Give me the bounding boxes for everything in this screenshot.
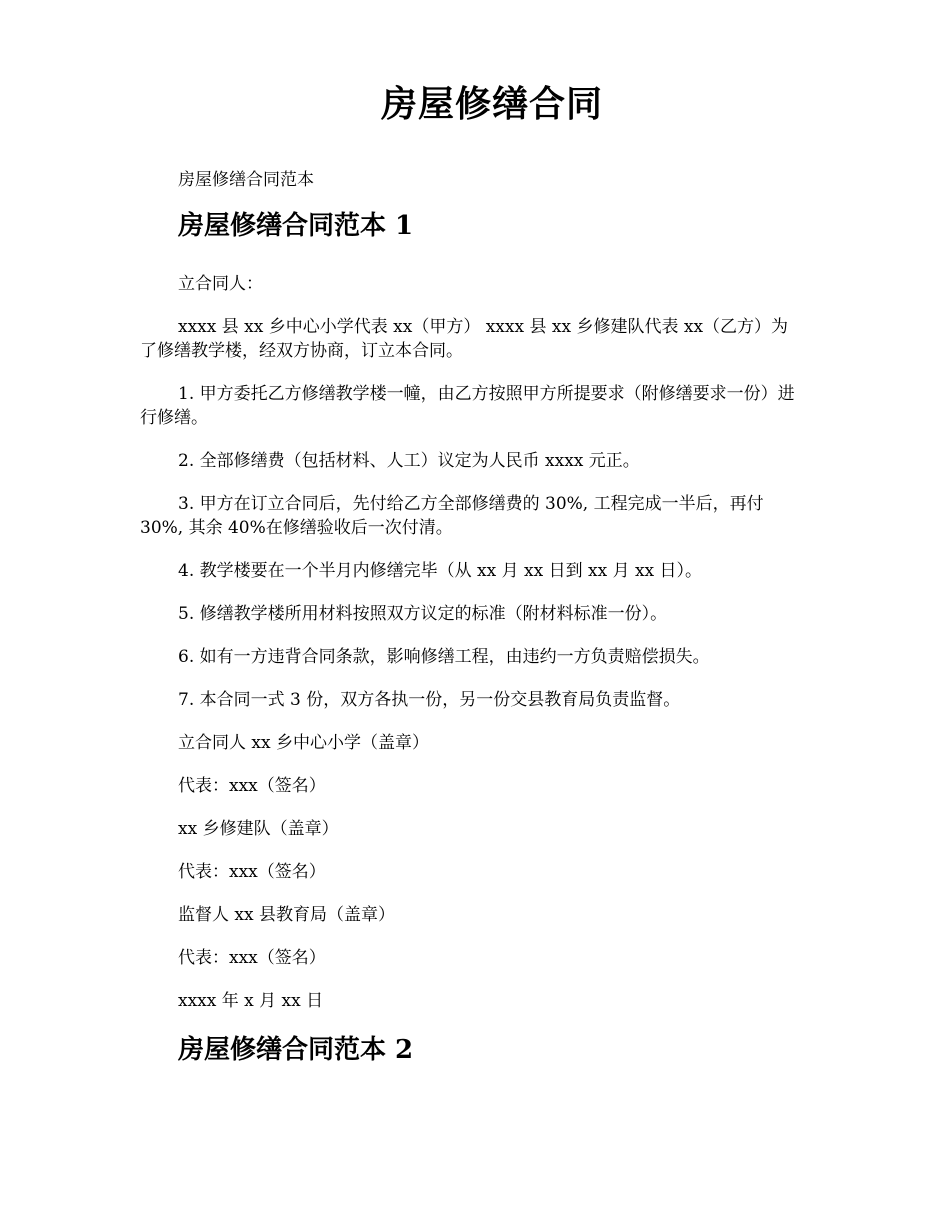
section-heading-1: 房屋修缮合同范本 1 [178, 211, 414, 241]
contract-date: xxxx 年 x 月 xx 日 [178, 991, 324, 1011]
document-title: 房屋修缮合同 [380, 83, 603, 125]
paragraph-parties: xxxx 县 xx 乡中心小学代表 xx（甲方） xxxx 县 xx 乡修建队代表 xx（乙方）为了修缮教学楼，经双方协商，订立本合同。 [140, 317, 789, 361]
clause-3: 3. 甲方在订立合同后，先付给乙方全部修缮费的 30%, 工程完成一半后，再付 30%, 其余 40%在修缮验收后一次付清。 [140, 494, 764, 538]
signatory-school: 立合同人 xx 乡中心小学（盖章） [178, 733, 429, 753]
signatory-builder-rep: 代表：xxx（签名） [178, 862, 326, 882]
clause-6: 6. 如有一方违背合同条款，影响修缮工程，由违约一方负责赔偿损失。 [178, 647, 710, 667]
signatory-school-rep: 代表：xxx（签名） [178, 776, 326, 796]
clause-2: 2. 全部修缮费（包括材料、人工）议定为人民币 xxxx 元正。 [178, 451, 640, 471]
clause-1: 1. 甲方委托乙方修缮教学楼一幢，由乙方按照甲方所提要求（附修缮要求一份）进行修缮。 [140, 384, 795, 428]
clause-7: 7. 本合同一式 3 份，双方各执一份，另一份交县教育局负责监督。 [178, 690, 681, 710]
signatory-builder: xx 乡修建队（盖章） [178, 819, 339, 839]
clause-4: 4. 教学楼要在一个半月内修缮完毕（从 xx 月 xx 日到 xx 月 xx 日）。 [178, 561, 703, 581]
supervisor-rep: 代表：xxx（签名） [178, 948, 326, 968]
document-body [140, 166, 800, 1096]
supervisor: 监督人 xx 县教育局（盖章） [178, 905, 395, 925]
clause-5: 5. 修缮教学楼所用材料按照双方议定的标准（附材料标准一份）。 [178, 604, 668, 624]
section-heading-2: 房屋修缮合同范本 2 [178, 1035, 414, 1065]
paragraph-parties-label: 立合同人： [178, 274, 263, 294]
document-subtitle: 房屋修缮合同范本 [178, 170, 314, 190]
